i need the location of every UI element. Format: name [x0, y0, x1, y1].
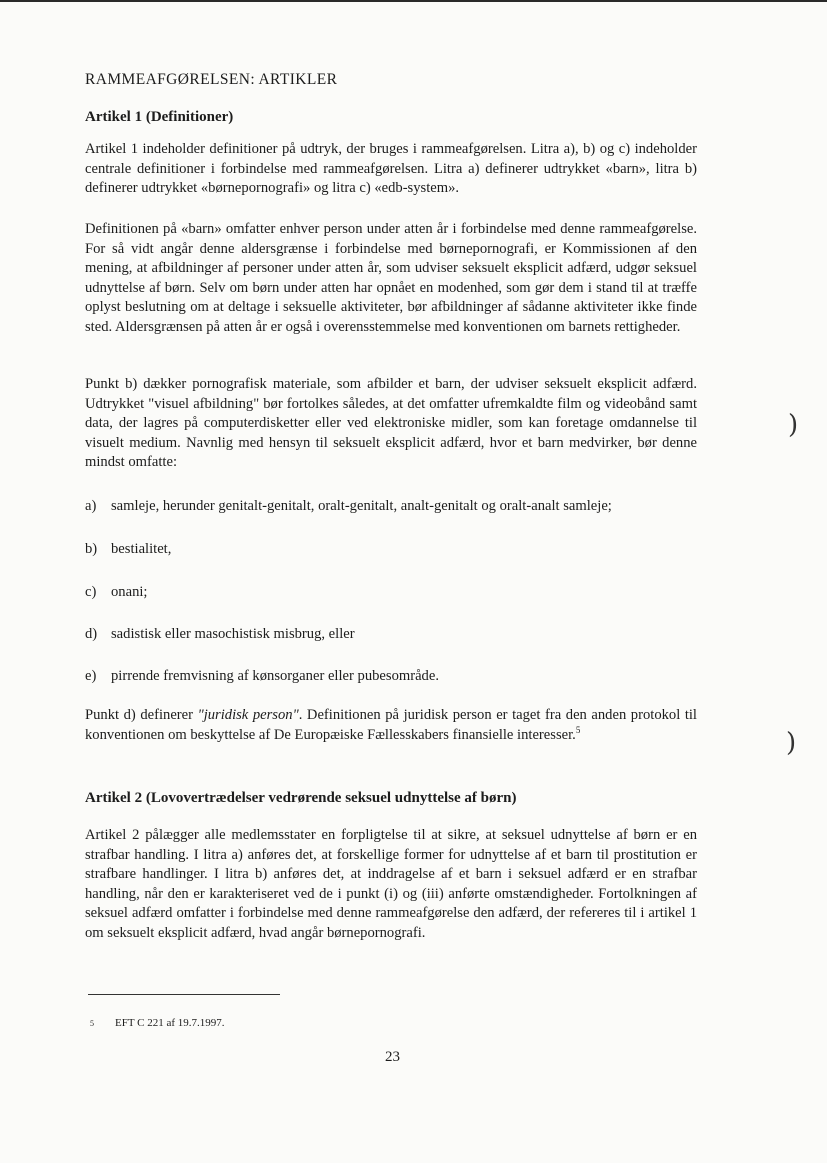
list-item-label: a): [85, 498, 97, 514]
point-d-paragraph: [85, 706, 697, 745]
point-b-paragraph: Punkt b) dækker pornografisk materiale, som afbilder et barn, der udviser seksuelt eksplicit adfærd. Udtrykket "visuel afbildning" bør fortolkes således, at det omfatter ufremkaldte film og videobånd samt data, der lagres på computerdisketter eller ved elektroniske midler, som kan foretage omdannelse til visuelt medium. Navnlig med hensyn til seksuelt eksplicit adfærd, hvor et barn medvirker, bør denne mindst omfatte:: [85, 376, 697, 470]
list-item: [85, 583, 147, 603]
footnote-separator: [88, 994, 280, 995]
child-definition-paragraph: Definitionen på «barn» omfatter enhver person under atten år i forbindelse med denne rammeafgørelse. For så vidt angår denne aldersgrænse i forbindelse med børnepornografi, er Kommissionen af den mening, at afbildninger af personer under atten år, som udviser seksuelt eksplicit adfærd, udgør seksuel udnyttelse af børn. Selv om børn under atten har opnået en modenhed, som gør dem i stand til at træffe oplyst beslutning om at deltage i seksuelle aktiviteter, bør afbildninger af sådanne aktiviteter ikke finde sted. Aldersgrænsen på atten år er også i overensstemmelse med konventionen om barnets rettigheder.: [85, 221, 697, 335]
point-d-text-end: . Definitionen på juridisk person er taget fra den anden protokol til konventionen om beskyttelse af De Europæiske Fællesskabers finansielle interesser.: [85, 707, 697, 743]
footnote: [90, 1014, 225, 1034]
legal-person-term: "juridisk person": [197, 707, 299, 723]
list-item-text: samleje, herunder genitalt-genitalt, oralt-genitalt, analt-genitalt og oralt-analt samleje;: [111, 498, 612, 514]
article-2-title: Artikel 2 (Lovovertrædelser vedrørende seksuel udnyttelse af børn): [85, 790, 517, 806]
page-heading: RAMMEAFGØRELSEN: ARTIKLER: [85, 71, 338, 88]
list-item-text: pirrende fremvisning af kønsorganer eller pubesområde.: [111, 668, 439, 684]
point-d-text-start: Punkt d) definerer: [85, 707, 198, 723]
footnote-text: EFT C 221 af 19.7.1997.: [115, 1017, 225, 1029]
list-item: [85, 497, 612, 517]
article-2-paragraph: Artikel 2 pålægger alle medlemsstater en forpligtelse til at sikre, at seksuel udnyttelse af børn er en strafbar handling. I litra a) anføres det, at forskellige former for udnyttelse af et barn til prostitution er strafbare handlinger. I litra b) anføres det, at inddragelse af et barn i seksuel adfærd er en strafbar handling, når den er karakteriseret ved de i punkt (i) og (iii) anførte omstændigheder. Fortolkningen af seksuel adfærd omfatter i forbindelse med denne rammeafgørelse den adfærd, der refereres til i artikel 1 om seksuelt eksplicit adfærd, hvad angår børnepornografi.: [85, 827, 697, 941]
list-item: [85, 625, 355, 645]
list-item-text: sadistisk eller masochistisk misbrug, eller: [111, 626, 355, 642]
margin-bracket-mark: ): [786, 728, 797, 758]
list-item-label: c): [85, 584, 97, 600]
article-1-title: Artikel 1 (Definitioner): [85, 109, 234, 125]
list-item: [85, 540, 171, 560]
footnote-number: 5: [90, 1019, 94, 1028]
list-item: [85, 667, 439, 687]
article-1-intro: Artikel 1 indeholder definitioner på udtryk, der bruges i rammeafgørelsen. Litra a), b) og c) indeholder centrale definitioner i forbindelse med rammeafgørelsen. Litra a) definerer udtrykket «barn», litra b) definerer udtrykket «børnepornografi» og litra c) «edb-system».: [85, 141, 697, 196]
list-item-label: b): [85, 541, 98, 557]
list-item-text: onani;: [111, 584, 148, 600]
footnote-reference: 5: [575, 724, 581, 735]
list-item-label: e): [85, 668, 97, 684]
list-item-text: bestialitet,: [111, 541, 172, 557]
margin-bracket-mark: ): [788, 410, 799, 440]
page-top-edge: [0, 0, 827, 2]
page-number: 23: [385, 1049, 400, 1065]
list-item-label: d): [85, 626, 98, 642]
